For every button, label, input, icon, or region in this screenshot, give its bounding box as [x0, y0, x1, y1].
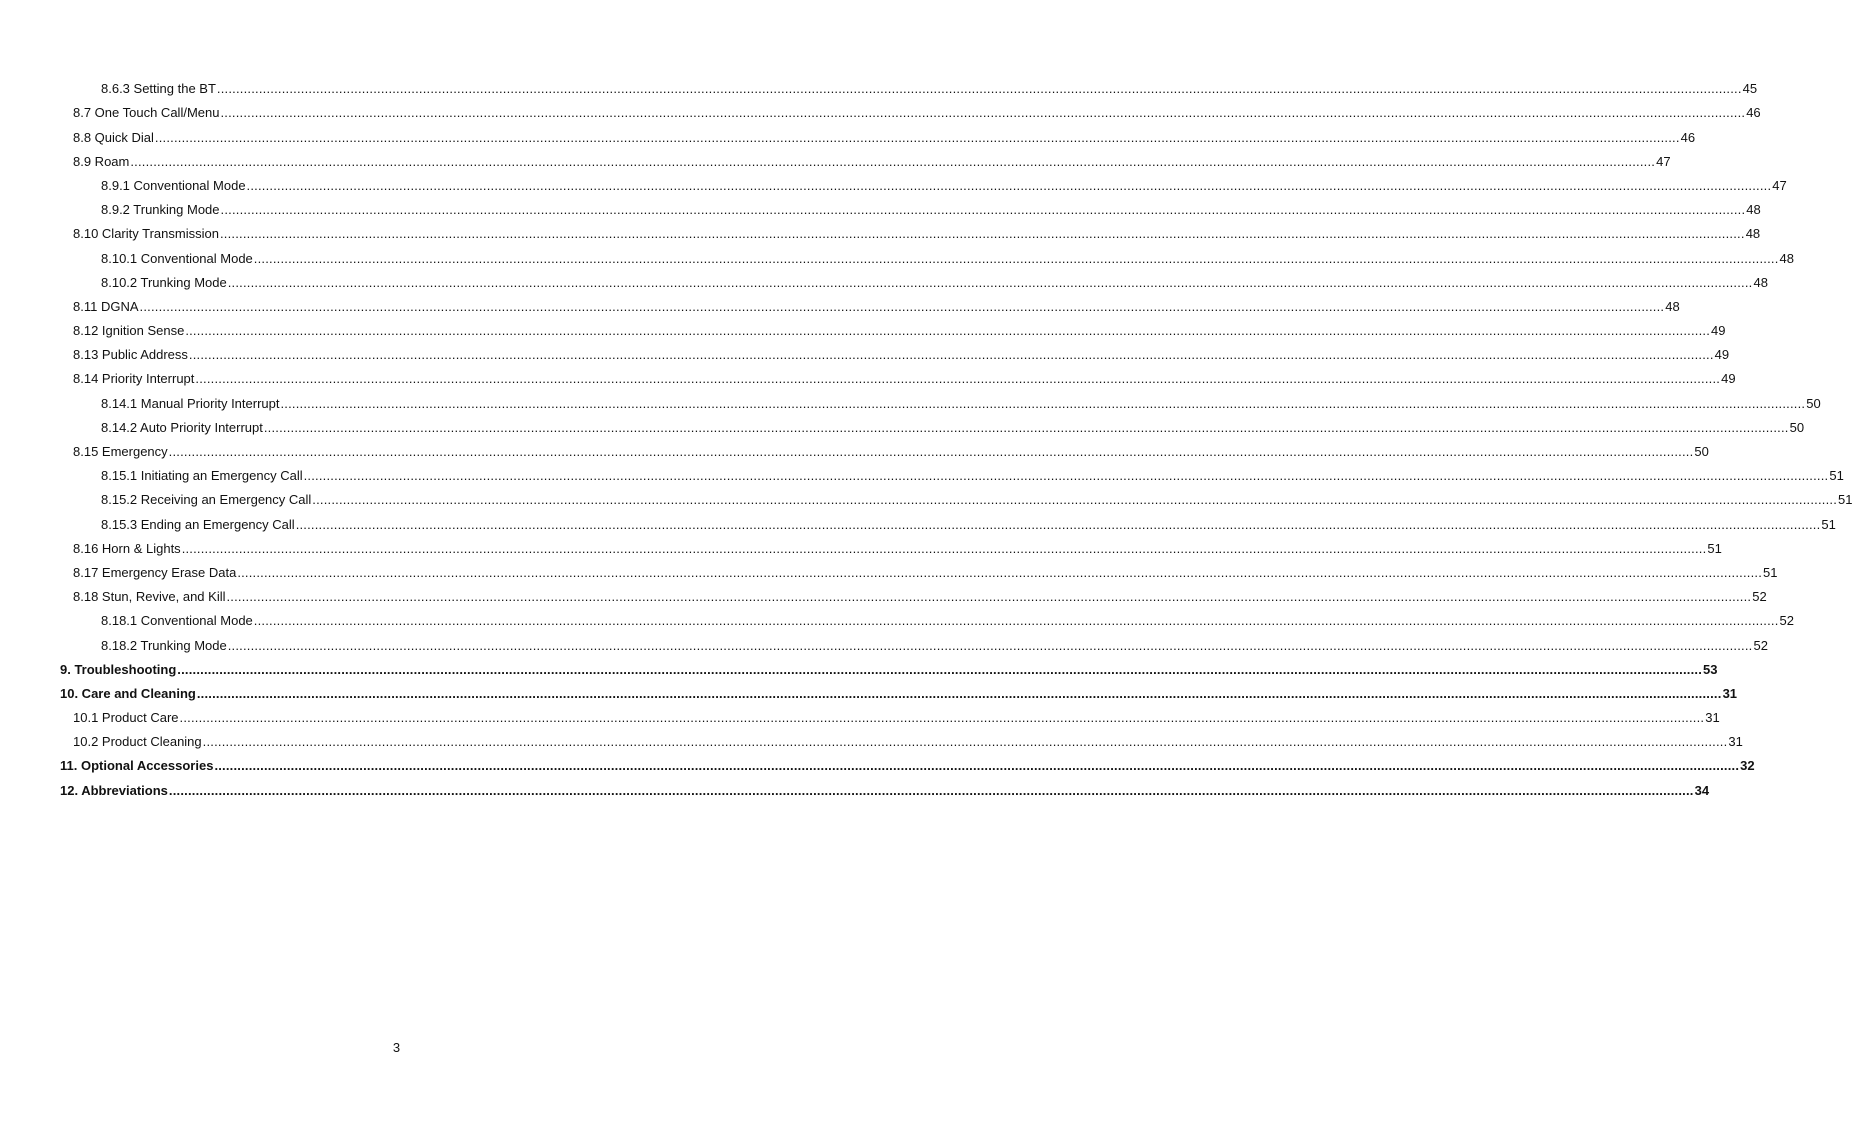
- toc-entry-page: 50: [1789, 419, 1805, 435]
- toc-entry[interactable]: [0, 363, 1736, 387]
- toc-entry-page: 32: [1740, 758, 1755, 774]
- dot-leader: ................................................................................................................................................................................................................................................................................................................................................................................................................: [263, 419, 1789, 435]
- toc-entry[interactable]: [0, 412, 1805, 436]
- dot-leader: ................................................................................................................................................................................................................................................................................................................................................................................................................: [220, 202, 1746, 218]
- dot-leader: ................................................................................................................................................................................................................................................................................................................................................................................................................: [219, 226, 1745, 242]
- toc-entry-page: 51: [1838, 492, 1852, 508]
- dot-leader: ................................................................................................................................................................................................................................................................................................................................................................................................................: [202, 734, 1728, 750]
- toc-entry[interactable]: [0, 73, 1758, 97]
- dot-leader: ................................................................................................................................................................................................................................................................................................................................................................................................................: [168, 444, 1694, 459]
- toc-entry-title: 8.15.3 Ending an Emergency Call: [101, 516, 295, 532]
- toc-entry[interactable]: [0, 557, 1778, 581]
- toc-entry-title: 8.14.1 Manual Priority Interrupt: [101, 395, 280, 411]
- toc-entry-page: 52: [1752, 589, 1767, 605]
- dot-leader: ................................................................................................................................................................................................................................................................................................................................................................................................................: [303, 468, 1829, 484]
- toc-entry-page: 31: [1705, 710, 1720, 726]
- dot-leader: ................................................................................................................................................................................................................................................................................................................................................................................................................: [179, 710, 1705, 726]
- toc-entry-title: 10. Care and Cleaning: [60, 685, 196, 701]
- dot-leader: ................................................................................................................................................................................................................................................................................................................................................................................................................: [253, 250, 1779, 266]
- toc-entry-title: 8.7 One Touch Call/Menu: [73, 105, 220, 121]
- dot-leader: ................................................................................................................................................................................................................................................................................................................................................................................................................: [253, 613, 1779, 629]
- toc-entry[interactable]: [0, 146, 1671, 170]
- toc-entry-title: 8.18.2 Trunking Mode: [101, 637, 227, 653]
- toc-entry-page: 53: [1703, 661, 1718, 677]
- toc-entry-page: 50: [1694, 444, 1709, 459]
- toc-entry[interactable]: [0, 750, 1755, 774]
- toc-entry-page: 51: [1763, 564, 1778, 580]
- toc-entry[interactable]: [0, 121, 1696, 145]
- toc-entry-page: 34: [1694, 782, 1710, 798]
- toc-entry[interactable]: [0, 460, 1844, 484]
- toc-entry-title: 8.11 DGNA: [73, 298, 139, 314]
- toc-entry[interactable]: [0, 315, 1726, 339]
- toc-entry-page: 47: [1772, 177, 1787, 193]
- toc-entry[interactable]: [0, 218, 1761, 242]
- toc-entry[interactable]: [0, 387, 1821, 411]
- toc-entry-page: 51: [1829, 468, 1844, 484]
- toc-entry[interactable]: [0, 291, 1680, 315]
- toc-entry-title: 8.12 Ignition Sense: [73, 323, 185, 339]
- toc-entry-title: 8.10 Clarity Transmission: [73, 226, 219, 242]
- toc-entry-page: 48: [1665, 298, 1680, 314]
- toc-entry-title: 8.17 Emergency Erase Data: [73, 564, 237, 580]
- dot-leader: ................................................................................................................................................................................................................................................................................................................................................................................................................: [216, 81, 1742, 97]
- toc-entry[interactable]: [0, 678, 1738, 702]
- toc-entry[interactable]: [0, 508, 1836, 532]
- toc-entry-page: 48: [1746, 202, 1761, 218]
- dot-leader: ................................................................................................................................................................................................................................................................................................................................................................................................................: [227, 637, 1753, 653]
- toc-entry[interactable]: [0, 339, 1730, 363]
- toc-entry-page: 31: [1728, 734, 1743, 750]
- toc-entry[interactable]: [0, 533, 1722, 557]
- toc-entry-title: 8.15.2 Receiving an Emergency Call: [101, 492, 312, 508]
- dot-leader: ................................................................................................................................................................................................................................................................................................................................................................................................................: [237, 564, 1763, 580]
- toc-entry-title: 8.18 Stun, Revive, and Kill: [73, 589, 226, 605]
- toc-entry[interactable]: [0, 97, 1761, 121]
- toc-entry-page: 31: [1722, 685, 1738, 701]
- toc-entry-page: 51: [1821, 516, 1836, 532]
- toc-entry-page: 49: [1711, 323, 1726, 339]
- toc-entry[interactable]: [0, 581, 1767, 605]
- dot-leader: ................................................................................................................................................................................................................................................................................................................................................................................................................: [188, 347, 1714, 363]
- dot-leader: ................................................................................................................................................................................................................................................................................................................................................................................................................: [227, 274, 1753, 290]
- dot-leader: ................................................................................................................................................................................................................................................................................................................................................................................................................: [168, 782, 1694, 798]
- toc-entry-page: 46: [1680, 129, 1696, 145]
- toc-entry-title: 8.15 Emergency: [73, 444, 168, 459]
- toc-entry-page: 46: [1746, 105, 1761, 121]
- toc-entry-title: 8.10.2 Trunking Mode: [101, 274, 227, 290]
- toc-entry-title: 8.15.1 Initiating an Emergency Call: [101, 468, 303, 484]
- toc-entry-title: 9. Troubleshooting: [60, 661, 177, 677]
- toc-entry-page: 52: [1779, 613, 1794, 629]
- dot-leader: ................................................................................................................................................................................................................................................................................................................................................................................................................: [130, 153, 1656, 169]
- toc-entry-page: 50: [1806, 395, 1821, 411]
- toc-entry-title: 8.16 Horn & Lights: [73, 540, 181, 556]
- toc-entry-page: 51: [1707, 540, 1722, 556]
- table-of-contents: [0, 73, 1852, 799]
- toc-entry-page: 49: [1714, 347, 1730, 363]
- dot-leader: ................................................................................................................................................................................................................................................................................................................................................................................................................: [312, 492, 1838, 508]
- dot-leader: ................................................................................................................................................................................................................................................................................................................................................................................................................: [177, 661, 1703, 677]
- toc-entry-title: 8.8 Quick Dial: [73, 129, 154, 145]
- toc-entry-title: 8.9 Roam: [73, 153, 130, 169]
- toc-entry-title: 12. Abbreviations: [60, 782, 168, 798]
- dot-leader: ................................................................................................................................................................................................................................................................................................................................................................................................................: [195, 371, 1721, 387]
- toc-entry-title: 8.6.3 Setting the BT: [101, 81, 216, 97]
- toc-entry-page: 52: [1753, 637, 1768, 653]
- toc-entry[interactable]: [0, 605, 1794, 629]
- toc-entry-title: 11. Optional Accessories: [60, 758, 214, 774]
- toc-entry[interactable]: [0, 194, 1761, 218]
- toc-entry-title: 8.14.2 Auto Priority Interrupt: [101, 419, 263, 435]
- toc-entry-title: 8.9.1 Conventional Mode: [101, 177, 246, 193]
- toc-entry[interactable]: [0, 726, 1743, 750]
- dot-leader: ................................................................................................................................................................................................................................................................................................................................................................................................................: [226, 589, 1752, 605]
- toc-entry-title: 8.14 Priority Interrupt: [73, 371, 195, 387]
- dot-leader: ................................................................................................................................................................................................................................................................................................................................................................................................................: [181, 540, 1707, 556]
- toc-entry[interactable]: [0, 242, 1794, 266]
- toc-entry-title: 8.10.1 Conventional Mode: [101, 250, 253, 266]
- toc-entry-page: 45: [1742, 81, 1758, 97]
- page-number: 3: [392, 1040, 401, 1055]
- toc-entry-page: 48: [1745, 226, 1761, 242]
- toc-entry-title: 10.1 Product Care: [73, 710, 179, 726]
- toc-entry[interactable]: [0, 702, 1720, 726]
- dot-leader: ................................................................................................................................................................................................................................................................................................................................................................................................................: [280, 395, 1806, 411]
- toc-entry-title: 8.18.1 Conventional Mode: [101, 613, 253, 629]
- dot-leader: ................................................................................................................................................................................................................................................................................................................................................................................................................: [154, 129, 1680, 145]
- dot-leader: ................................................................................................................................................................................................................................................................................................................................................................................................................: [196, 685, 1722, 701]
- toc-entry-title: 8.13 Public Address: [73, 347, 188, 363]
- toc-entry-page: 48: [1779, 250, 1794, 266]
- dot-leader: ................................................................................................................................................................................................................................................................................................................................................................................................................: [185, 323, 1711, 339]
- toc-entry[interactable]: [0, 484, 1852, 508]
- toc-entry-title: 8.9.2 Trunking Mode: [101, 202, 220, 218]
- toc-entry[interactable]: [0, 654, 1718, 678]
- dot-leader: ................................................................................................................................................................................................................................................................................................................................................................................................................: [214, 758, 1740, 774]
- toc-entry[interactable]: [0, 436, 1709, 460]
- toc-entry-page: 47: [1656, 153, 1671, 169]
- dot-leader: ................................................................................................................................................................................................................................................................................................................................................................................................................: [246, 177, 1772, 193]
- toc-entry-title: 10.2 Product Cleaning: [73, 734, 202, 750]
- toc-entry[interactable]: [0, 774, 1710, 798]
- toc-entry-page: 48: [1753, 274, 1768, 290]
- toc-entry[interactable]: [0, 170, 1787, 194]
- dot-leader: ................................................................................................................................................................................................................................................................................................................................................................................................................: [295, 516, 1821, 532]
- toc-entry[interactable]: [0, 629, 1768, 653]
- dot-leader: ................................................................................................................................................................................................................................................................................................................................................................................................................: [139, 298, 1665, 314]
- toc-entry-page: 49: [1721, 371, 1736, 387]
- dot-leader: ................................................................................................................................................................................................................................................................................................................................................................................................................: [220, 105, 1746, 121]
- toc-entry[interactable]: [0, 267, 1768, 291]
